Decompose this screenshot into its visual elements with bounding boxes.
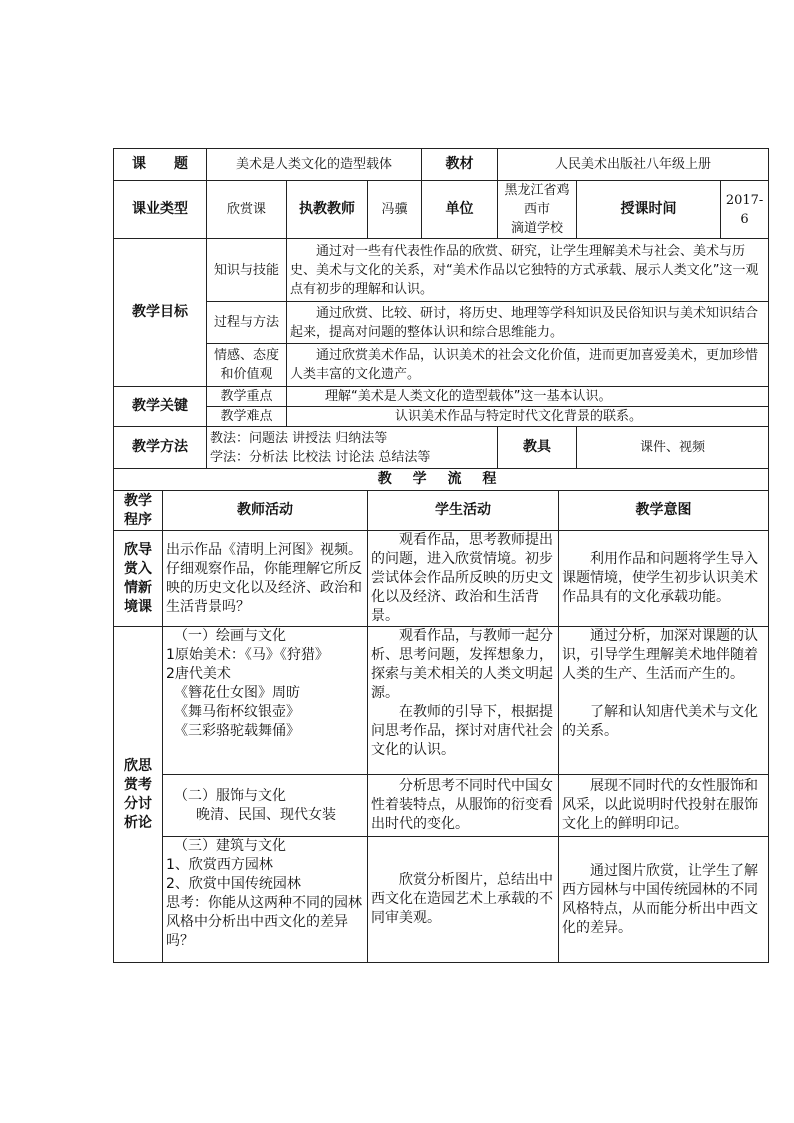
col-program-line1: 教学 — [124, 492, 152, 509]
lesson-plan-page — [113, 148, 768, 963]
stage1-intent: 利用作品和问题将学生导入课题情境，使学生初步认识美术作品具有的文化承载功能。 — [559, 531, 769, 627]
stage2-architecture-teacher — [163, 837, 368, 963]
stage1-name-4: 境课 — [124, 598, 152, 615]
topic-value: 美术是人类文化的造型载体 — [207, 149, 422, 181]
header-row-2 — [114, 181, 769, 239]
focus-text: 理解“美术是人类文化的造型载体”这一基本认识。 — [287, 387, 769, 407]
painting-item-1: 1原始美术：《马》《狩猎》 — [166, 647, 329, 663]
knowledge-text: 通过对一些有代表性作品的欣赏、研究，让学生理解美术与社会、美术与历史、美术与文化的关系，对“美术作品以它独特的方式承载、展示人类文化”这一观点有初步的理解和认识。 — [287, 239, 769, 302]
stage2-row-architecture — [114, 837, 769, 963]
architecture-item-1: 1、欣赏西方园林 — [166, 857, 273, 873]
clothing-item: 晚清、民国、现代女装 — [196, 806, 336, 823]
focus-label: 教学重点 — [207, 387, 287, 407]
emotion-text: 通过欣赏美术作品，认识美术的社会文化价值，进而更加喜爱美术，更加珍惜人类丰富的文化遗产。 — [287, 344, 769, 387]
goal-process-row — [114, 302, 769, 344]
stage2-name-2: 赏考 — [124, 776, 152, 793]
unit-value — [498, 181, 577, 239]
stage2-painting-intent — [559, 627, 769, 775]
learn-method: 学法：分析法 比校法 讨论法 总结法等 — [210, 449, 431, 465]
methods-text — [207, 427, 498, 469]
knowledge-label: 知识与技能 — [207, 239, 287, 302]
topic-label: 课 题 — [114, 149, 207, 181]
process-label: 过程与方法 — [207, 302, 287, 344]
painting-item-2: 2唐代美术 — [166, 666, 231, 682]
stage2-architecture-intent: 通过图片欣赏，让学生了解西方园林与中国传统园林的不同风格特点，从而能分析出中西文化的差异。 — [559, 837, 769, 963]
focus-row — [114, 387, 769, 407]
stage2-name — [114, 627, 163, 963]
tools-label: 教具 — [498, 427, 577, 469]
time-value: 2017-6 — [721, 181, 769, 239]
tools-value: 课件、视频 — [577, 427, 769, 469]
stage2-name-1: 欣思 — [124, 757, 152, 774]
architecture-question: 思考：你能从这两种不同的园林风格中分析出中西文化的差异吗？ — [166, 895, 362, 949]
col-program — [114, 491, 163, 531]
teacher-label: 执教教师 — [287, 181, 368, 239]
difficulty-label: 教学难点 — [207, 407, 287, 427]
painting-work-3: 《三彩骆驼载舞俑》 — [174, 723, 300, 739]
stage2-clothing-intent: 展现不同时代的女性服饰和风采，以此说明时代投射在服饰文化上的鲜明印记。 — [559, 775, 769, 837]
painting-intent-p1: 通过分析，加深对课题的认识，引导学生理解美术地伴随着人类的生产、生活而产生的。 — [562, 628, 759, 682]
emotion-label-line2: 和价值观 — [220, 367, 273, 382]
goals-label: 教学目标 — [114, 239, 207, 387]
flow-title-row — [114, 469, 769, 491]
unit-label: 单位 — [422, 181, 498, 239]
material-label: 教材 — [422, 149, 498, 181]
stage1-row — [114, 531, 769, 627]
col-teacher: 教师活动 — [163, 491, 368, 531]
col-intent: 教学意图 — [559, 491, 769, 531]
stage1-teacher: 出示作品《清明上河图》视频。仔细观察作品，你能理解它所反映的历史文化以及经济、政治和生活背景吗？ — [163, 531, 368, 627]
stage2-architecture-student: 欣赏分析图片，总结出中西文化在造园艺术上承载的不同审美观。 — [368, 837, 559, 963]
stage1-name — [114, 531, 163, 627]
stage2-name-3: 分讨 — [124, 795, 152, 812]
stage2-clothing-student: 分析思考不同时代中国女性着装特点，从服饰的衍变看出时代的变化。 — [368, 775, 559, 837]
header-row-1 — [114, 149, 769, 181]
emotion-label — [207, 344, 287, 387]
methods-row — [114, 427, 769, 469]
stage2-painting-student — [368, 627, 559, 775]
keys-label: 教学关键 — [114, 387, 207, 427]
col-program-line2: 程序 — [124, 511, 152, 528]
col-student: 学生活动 — [368, 491, 559, 531]
emotion-label-line1: 情感、态度 — [213, 348, 279, 363]
stage1-name-1: 欣导 — [124, 541, 152, 558]
methods-label: 教学方法 — [114, 427, 207, 469]
time-label: 授课时间 — [577, 181, 721, 239]
painting-student-p2: 在教师的引导下，根据提问思考作品，探讨对唐代社会文化的认识。 — [371, 704, 553, 758]
process-text: 通过欣赏、比较、研讨，将历史、地理等学科知识及民俗知识与美术知识结合起来，提高对问题的整体认识和综合思维能力。 — [287, 302, 769, 344]
stage2-clothing-teacher — [163, 775, 368, 837]
stage2-row-painting — [114, 627, 769, 775]
stage1-name-3: 情新 — [124, 579, 152, 596]
architecture-item-2: 2、欣赏中国传统园林 — [166, 876, 301, 892]
flow-title: 教 学 流 程 — [114, 469, 769, 491]
stage2-row-clothing — [114, 775, 769, 837]
lesson-plan-table — [113, 148, 769, 963]
stage2-name-4: 析论 — [124, 814, 152, 831]
painting-work-2: 《舞马衔杯纹银壶》 — [174, 704, 300, 720]
painting-heading: （一）绘画与文化 — [174, 628, 286, 644]
difficulty-text: 认识美术作品与特定时代文化背景的联系。 — [287, 407, 769, 427]
unit-value-line1: 黑龙江省鸡西市 — [504, 183, 570, 217]
architecture-heading: （三）建筑与文化 — [174, 838, 286, 854]
stage2-painting-teacher — [163, 627, 368, 775]
stage1-student: 观看作品，思考教师提出的问题，进入欣赏情境。初步尝试体会作品所反映的历史文化以及经济、政治和生活背景。 — [368, 531, 559, 627]
teacher-value: 冯骥 — [368, 181, 422, 239]
flow-header-row — [114, 491, 769, 531]
goal-emotion-row — [114, 344, 769, 387]
difficulty-row — [114, 407, 769, 427]
painting-intent-p2: 了解和认知唐代美术与文化的关系。 — [562, 704, 759, 739]
clothing-heading: （二）服饰与文化 — [174, 787, 286, 804]
unit-value-line2: 滴道学校 — [511, 221, 564, 236]
painting-work-1: 《簪花仕女图》周昉 — [174, 685, 300, 701]
type-value: 欣赏课 — [207, 181, 287, 239]
painting-student-p1: 观看作品，与教师一起分析、思考问题，发挥想象力，探索与美术相关的人类文明起源。 — [371, 628, 553, 701]
stage1-name-2: 赏入 — [124, 560, 152, 577]
goal-knowledge-row — [114, 239, 769, 302]
material-value: 人民美术出版社八年级上册 — [498, 149, 769, 181]
teach-method: 教法：问题法 讲授法 归纳法等 — [210, 430, 388, 446]
type-label: 课业类型 — [114, 181, 207, 239]
